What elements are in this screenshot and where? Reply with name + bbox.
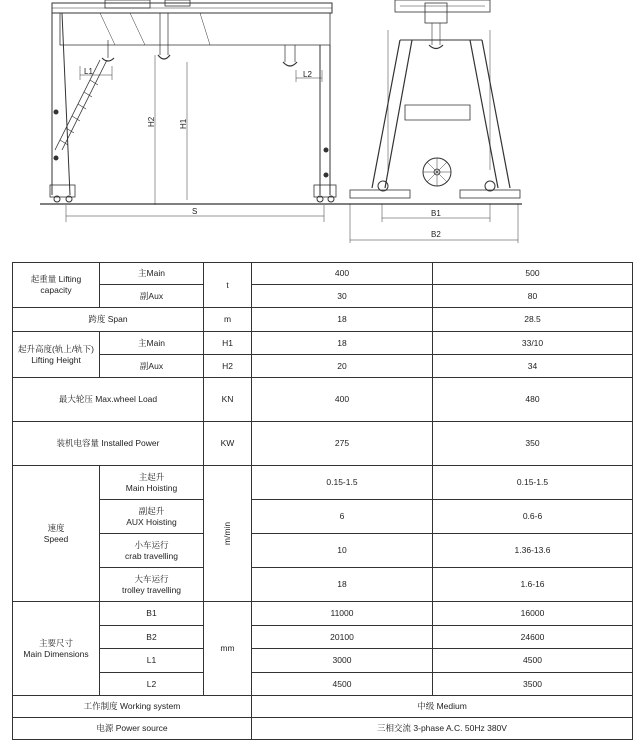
lifting-capacity-main-label: 主Main — [100, 263, 204, 285]
lifting-height-main-unit: H1 — [204, 332, 252, 355]
dim-label-h1: H1 — [179, 118, 188, 129]
front-elevation-view — [40, 0, 345, 222]
wheel-load-value: 400 — [252, 378, 433, 422]
speed-value: 10 — [252, 534, 433, 568]
working-system-value: 中级 Medium — [252, 696, 633, 718]
dimensions-label — [13, 602, 100, 696]
lifting-capacity-unit: t — [204, 263, 252, 308]
speed-row-label — [100, 466, 204, 500]
dim-label-l1: L1 — [84, 67, 93, 76]
lifting-height-main-label: 主Main — [100, 332, 204, 355]
speed-label-en: Speed — [43, 533, 69, 544]
lifting-height-aux-value: 20 — [252, 355, 433, 378]
speed-value: 0.15-1.5 — [433, 466, 633, 500]
speed-row-label — [100, 534, 204, 568]
lifting-height-aux-label: 副Aux — [100, 355, 204, 378]
lifting-height-label-cn: 起升高度(轨上/轨下) — [17, 343, 95, 354]
span-value: 28.5 — [433, 308, 633, 332]
speed-value: 0.6-6 — [433, 500, 633, 534]
speed-row-label-en: Main Hoisting — [125, 482, 178, 493]
power-source-label: 电源 Power source — [13, 718, 252, 740]
dimension-row-label: L1 — [100, 649, 204, 673]
speed-row-label-cn: 主起升 — [138, 471, 165, 482]
lifting-height-label-en: Lifting Height — [31, 354, 81, 365]
lifting-height-main-value: 33/10 — [433, 332, 633, 355]
installed-power-value: 350 — [433, 422, 633, 466]
wheel-load-value: 480 — [433, 378, 633, 422]
speed-value: 6 — [252, 500, 433, 534]
wheel-load-unit: KN — [204, 378, 252, 422]
dimension-value: 24600 — [433, 626, 633, 649]
lifting-capacity-main-value: 500 — [433, 263, 633, 285]
span-unit: m — [204, 308, 252, 332]
dimension-value: 3000 — [252, 649, 433, 673]
lifting-capacity-aux-value: 30 — [252, 285, 433, 308]
speed-row-label-cn: 大车运行 — [134, 573, 169, 584]
lifting-capacity-aux-label: 副Aux — [100, 285, 204, 308]
spec-table — [12, 262, 633, 740]
speed-row-label-en: trolley travelling — [121, 584, 182, 595]
dimension-row-label: B1 — [100, 602, 204, 626]
speed-value: 0.15-1.5 — [252, 466, 433, 500]
dimensions-label-en: Main Dimensions — [23, 648, 89, 659]
dim-label-h2: H2 — [147, 116, 156, 127]
speed-row-label — [100, 500, 204, 534]
dimension-value: 4500 — [252, 673, 433, 696]
speed-label — [13, 466, 100, 602]
speed-label-cn: 速度 — [47, 522, 65, 533]
lifting-height-label — [13, 332, 100, 378]
dimension-value: 4500 — [433, 649, 633, 673]
lifting-capacity-main-value: 400 — [252, 263, 433, 285]
speed-row-label-en: crab travelling — [125, 550, 178, 561]
working-system-label: 工作制度 Working system — [13, 696, 252, 718]
dimension-value: 3500 — [433, 673, 633, 696]
lifting-height-aux-unit: H2 — [204, 355, 252, 378]
dimension-value: 11000 — [252, 602, 433, 626]
speed-value: 1.6-16 — [433, 568, 633, 602]
speed-value: 18 — [252, 568, 433, 602]
speed-row-label-cn: 小车运行 — [134, 539, 169, 550]
dimension-row-label: B2 — [100, 626, 204, 649]
speed-unit-text: m/min — [221, 521, 232, 546]
speed-value: 1.36-13.6 — [433, 534, 633, 568]
installed-power-label: 装机电容量 Installed Power — [13, 422, 204, 466]
dim-label-b2: B2 — [431, 230, 441, 239]
dimension-value: 20100 — [252, 626, 433, 649]
wheel-load-label: 最大轮压 Max.wheel Load — [13, 378, 204, 422]
installed-power-value: 275 — [252, 422, 433, 466]
lifting-capacity-aux-value: 80 — [433, 285, 633, 308]
speed-row-label — [100, 568, 204, 602]
power-source-value: 三相交流 3-phase A.C. 50Hz 380V — [252, 718, 633, 740]
span-value: 18 — [252, 308, 433, 332]
lifting-height-aux-value: 34 — [433, 355, 633, 378]
dimension-row-label: L2 — [100, 673, 204, 696]
dim-label-l2: L2 — [303, 70, 312, 79]
side-elevation-view — [345, 0, 522, 243]
speed-unit — [204, 466, 252, 602]
crane-technical-drawing — [0, 0, 634, 255]
dim-label-b1: B1 — [431, 209, 441, 218]
dimensions-unit: mm — [204, 602, 252, 696]
installed-power-unit: KW — [204, 422, 252, 466]
dimension-value: 16000 — [433, 602, 633, 626]
dim-label-s: S — [192, 207, 198, 216]
span-label: 跨度 Span — [13, 308, 204, 332]
lifting-capacity-label: 起重量 Lifting capacity — [13, 263, 100, 308]
dimensions-label-cn: 主要尺寸 — [38, 637, 73, 648]
speed-row-label-cn: 副起升 — [138, 505, 165, 516]
lifting-height-main-value: 18 — [252, 332, 433, 355]
speed-row-label-en: AUX Hoisting — [126, 516, 177, 527]
